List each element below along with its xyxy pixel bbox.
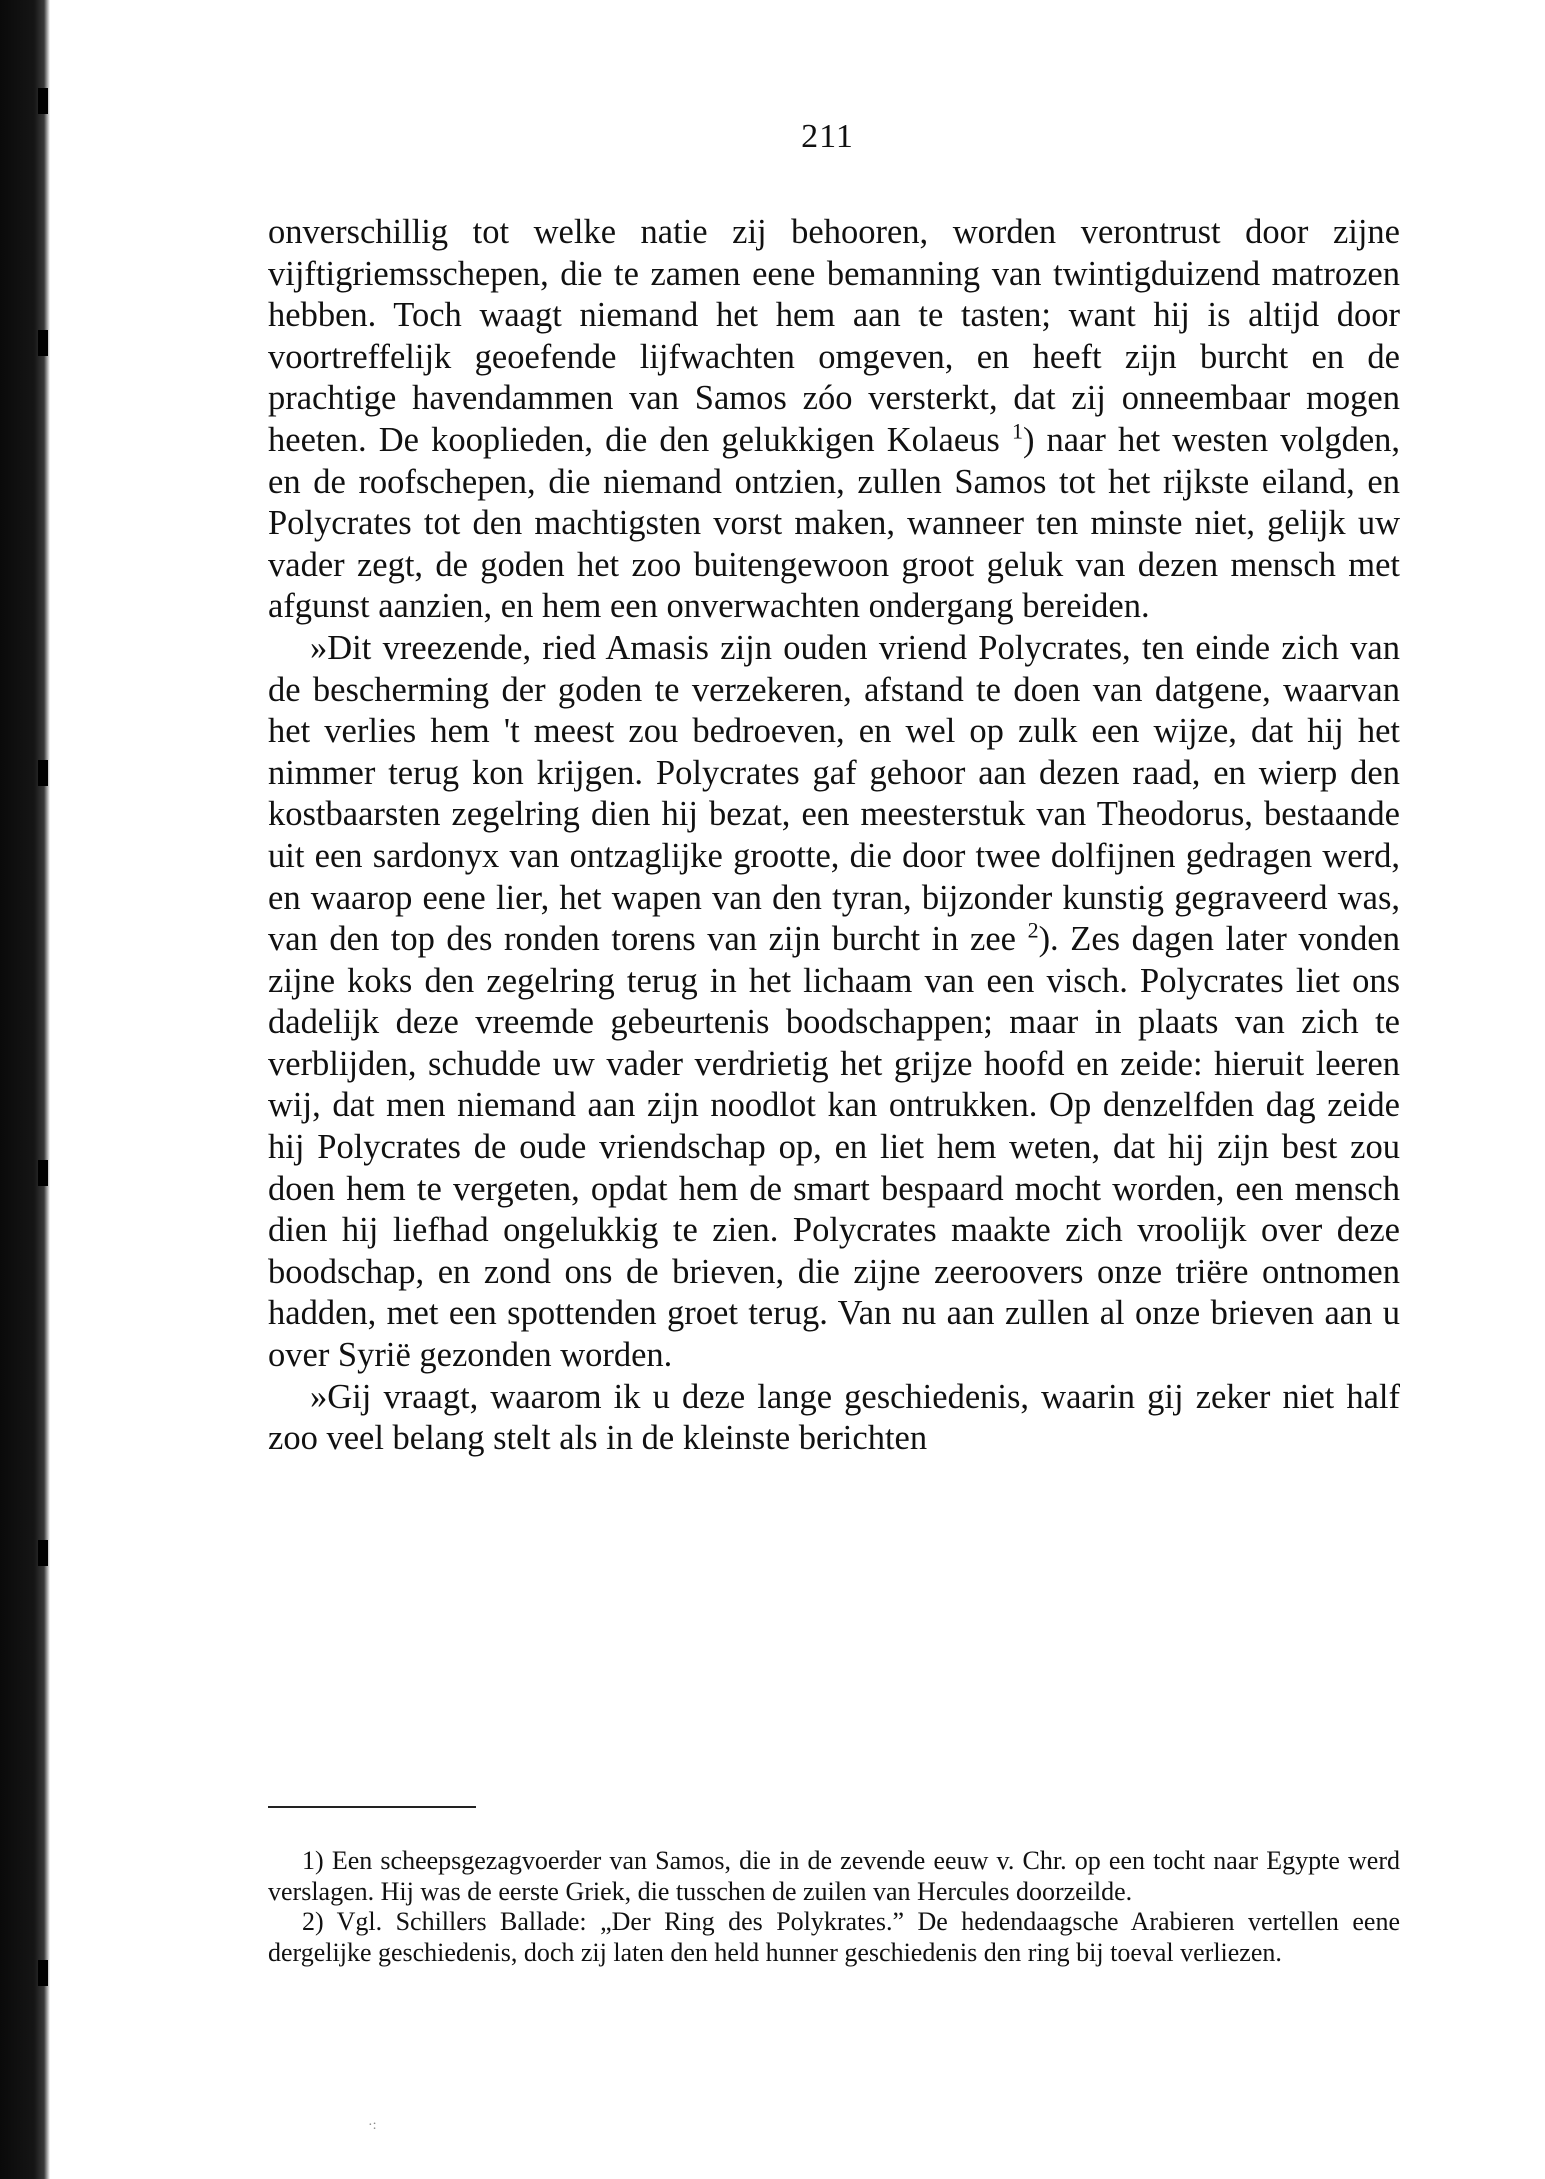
footnote-1: 1) Een scheepsgezagvoerder van Samos, die in de zevende eeuw v. Chr. op een tocht naar Egypte werd verslagen. Hij was de eerste Griek, die tusschen de zuilen van Hercules doorzeilde. [268, 1846, 1400, 1906]
footnote-divider [268, 1806, 476, 1808]
footnote-ref-2: 2 [1027, 917, 1039, 943]
paragraph-2-text-a: »Dit vreezende, ried Amasis zijn ouden vriend Polycrates, ten einde zich van de bescherming der goden te verzekeren, afstand te doen van datgene, waarvan het verlies hem 't meest zou bedroeven, en wel op zulk een wijze, dat hij het nimmer terug kon krijgen. Polycrates gaf gehoor aan dezen raad, en wierp den kostbaarsten zegelring dien hij bezat, een meesterstuk van Theodorus, bestaande uit een sardonyx van ontzaglijke grootte, die door twee dolfijnen gedragen werd, en waarop eene lier, het wapen van den tyran, bijzonder kunstig gegraveerd was, van den top des ronden torens van zijn burcht in zee [268, 628, 1400, 959]
footnote-ref-1: 1 [1011, 418, 1023, 444]
scanned-page-edge [0, 0, 50, 2179]
paragraph-2-text-b: ). Zes dagen later vonden zijne koks den zegelring terug in het lichaam van een visch. Polycrates liet ons dadelijk deze vreemde gebeurtenis boodschappen; maar in plaats van zich te verblijden, schudde uw vader verdrietig het grijze hoofd en zeide: hieruit leeren wij, dat men niemand aan zijn noodlot kan ontrukken. Op denzelfden dag zeide hij Polycrates de oude vriendschap op, en liet hem weten, dat hij zijn best zou doen hem te vergeten, opdat hem de smart bespaard mocht worden, een mensch dien hij liefhad ongelukkig te zien. Polycrates maakte zich vroolijk over deze boodschap, en zond ons de brieven, die zijne zeeroovers onze triëre ontnomen hadden, met een spottenden groet terug. Van nu aan zullen al onze brieven aan u over Syrië gezonden worden. [268, 920, 1400, 1375]
footnote-2: 2) Vgl. Schillers Ballade: „Der Ring des Polykrates.” De hedendaagsche Arabieren vertellen eene dergelijke geschiedenis, doch zij laten den held hunner geschiedenis den ring bij toeval verliezen. [268, 1907, 1400, 1967]
page-number: 211 [801, 118, 854, 155]
paragraph-3 [268, 1377, 1400, 1460]
edge-mark [38, 1540, 48, 1566]
edge-mark [38, 1160, 48, 1186]
edge-mark [38, 1960, 48, 1986]
edge-mark [38, 330, 48, 356]
paragraph-1-text-a: onverschillig tot welke natie zij behooren, worden verontrust door zijne vijftigriemsschepen, die te zamen eene bemanning van twintigduizend matrozen hebben. Toch waagt niemand het hem aan te tasten; want hij is altijd door voortreffelijk geoefende lijfwachten omgeven, en heeft zijn burcht en de prachtige havendammen van Samos zóo versterkt, dat zij onneembaar mogen heeten. De kooplieden, die den gelukkigen Kolaeus [268, 213, 1400, 459]
paragraph-2 [268, 628, 1400, 1377]
paragraph-1-text-b: ) naar het westen volgden, en de roofschepen, die niemand ontzien, zullen Samos tot het rijkste eiland, en Polycrates tot den machtigsten vorst maken, wanneer ten minste niet, gelijk uw vader zegt, de goden het zoo buitengewoon groot geluk van dezen mensch met afgunst aanzien, en hem een onverwachten ondergang bereiden. [268, 420, 1401, 626]
scan-speck: ·: [368, 2118, 377, 2133]
edge-mark [38, 88, 48, 114]
footnotes [268, 1846, 1400, 1968]
main-text [268, 212, 1400, 1460]
paragraph-1 [268, 212, 1400, 628]
edge-mark [38, 760, 48, 786]
paragraph-3-text: »Gij vraagt, waarom ik u deze lange geschiedenis, waarin gij zeker niet half zoo veel belang stelt als in de kleinste berichten [268, 1377, 1400, 1458]
